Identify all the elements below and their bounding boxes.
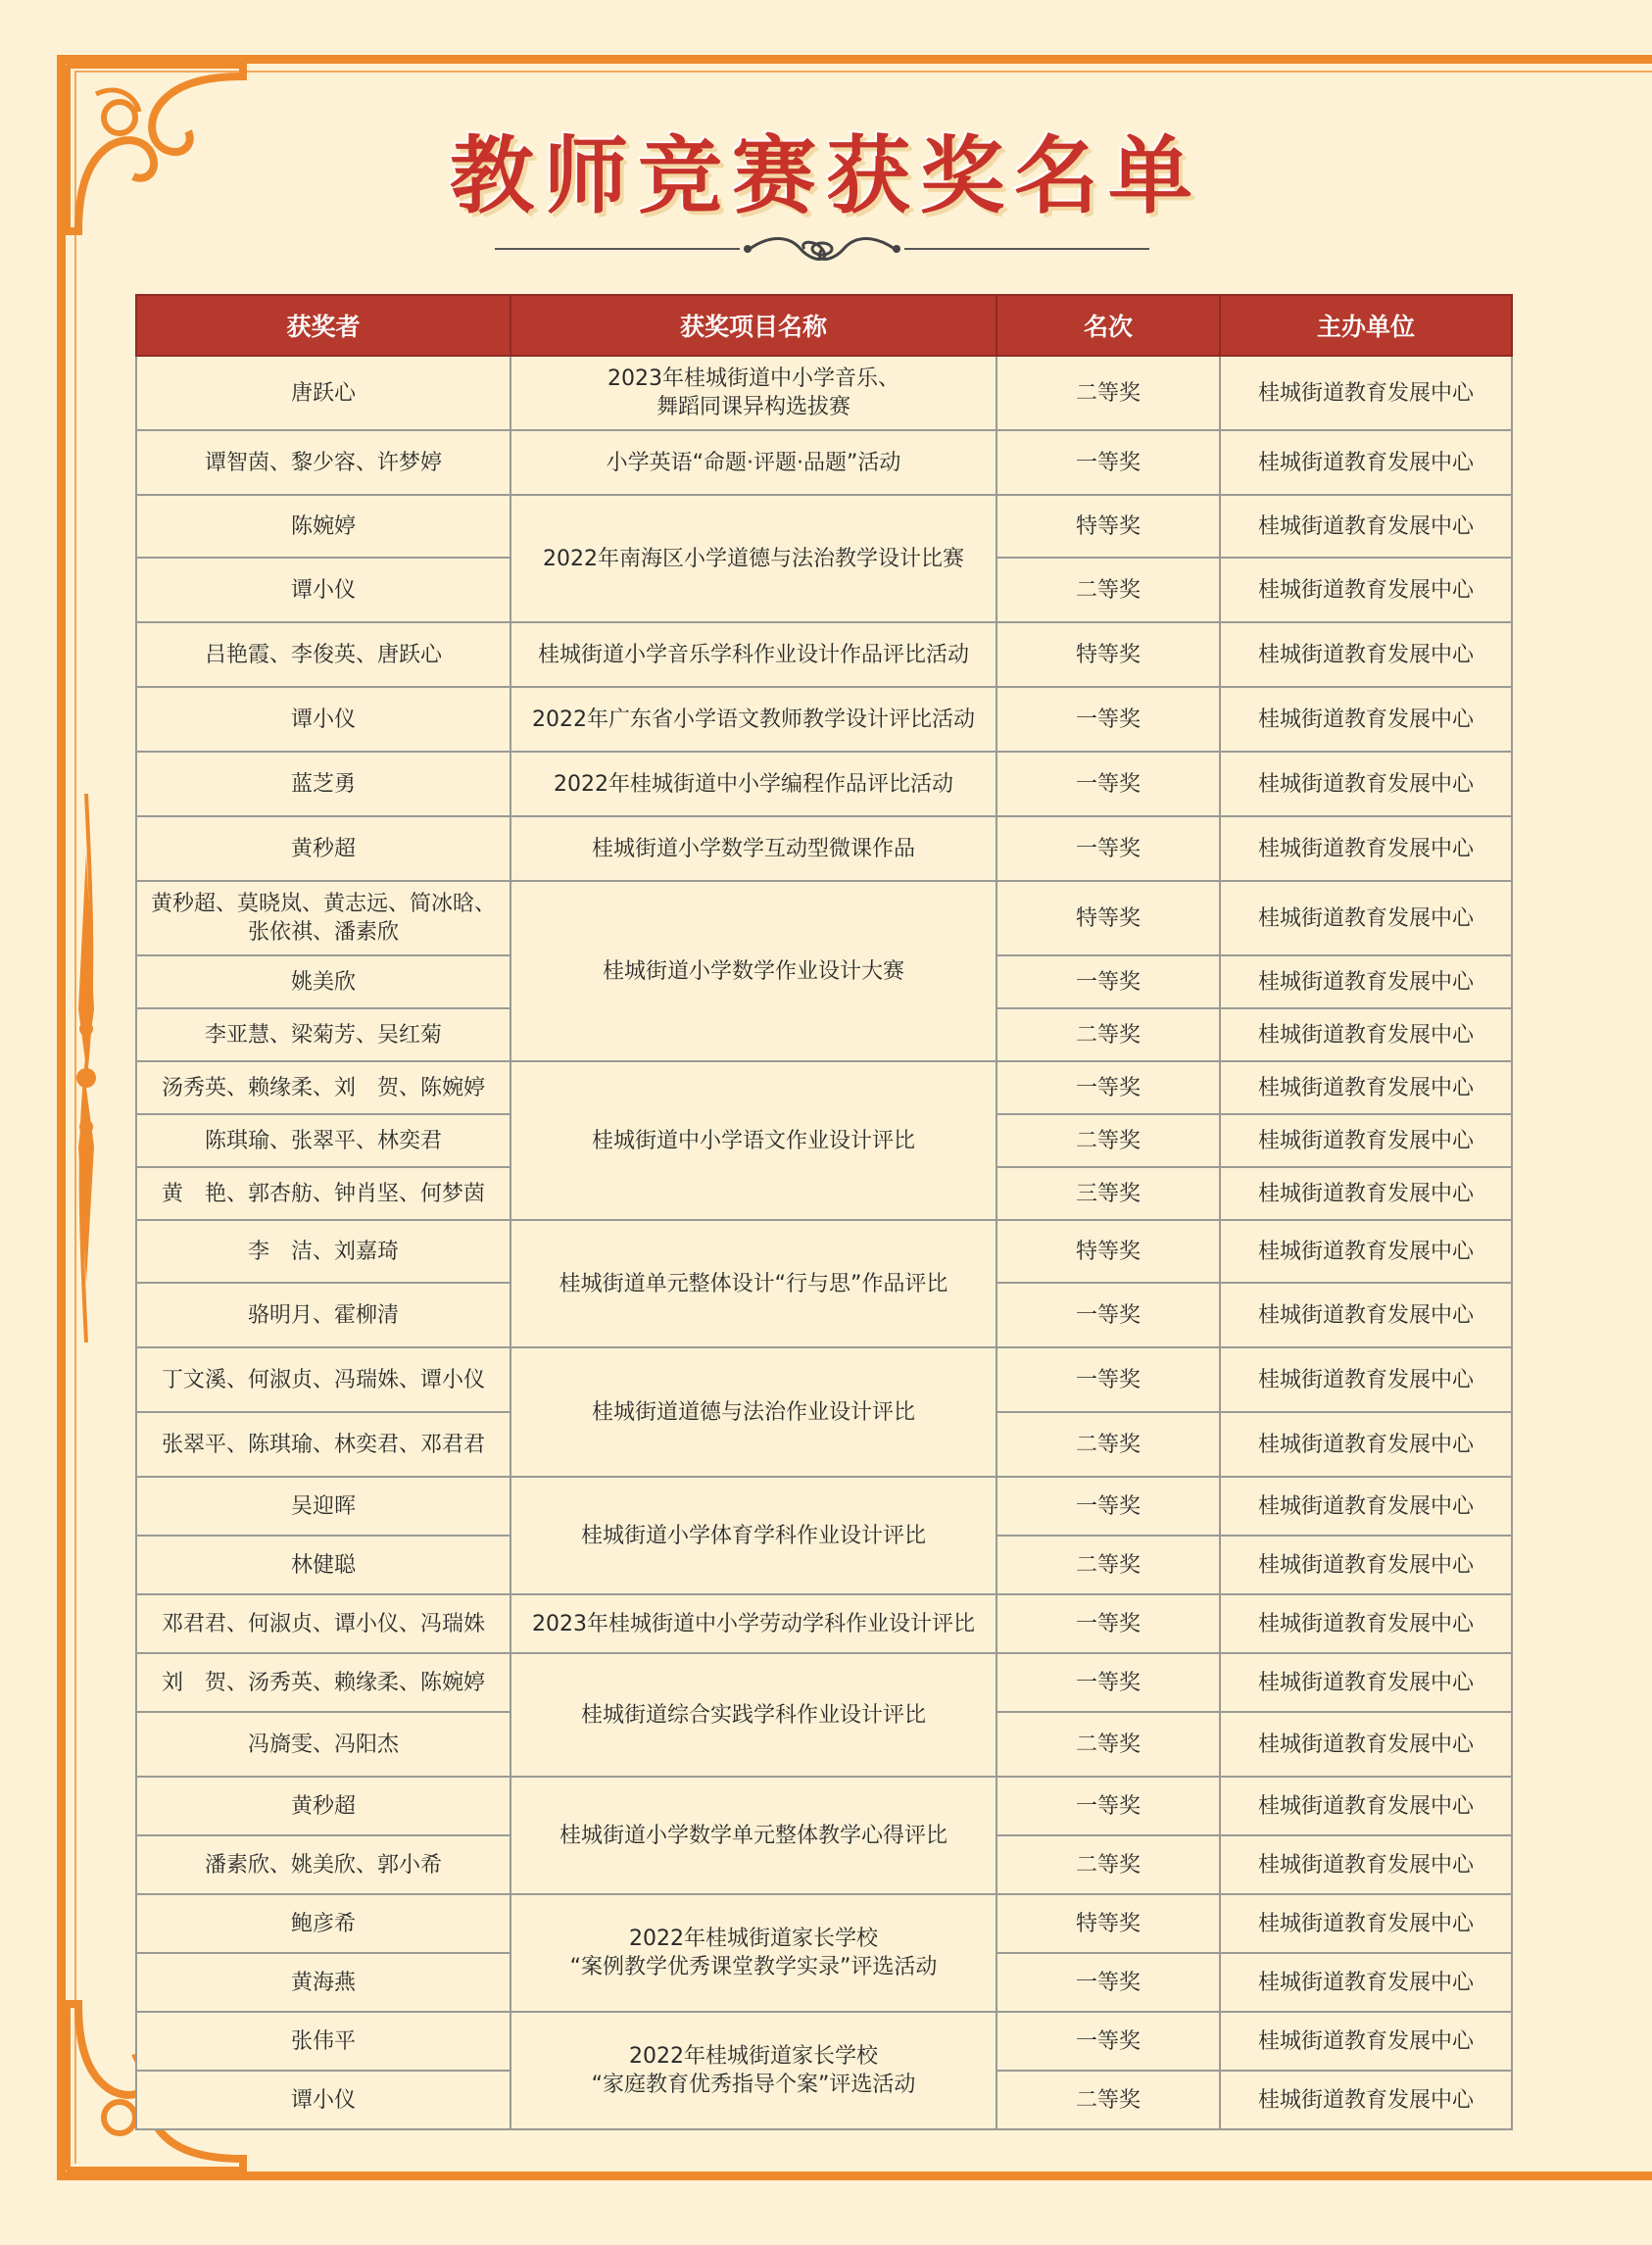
table-row	[136, 622, 1512, 687]
frame-left-border	[57, 55, 66, 2180]
side-ornament-left	[69, 794, 104, 1342]
awardee-cell: 蓝芝勇	[136, 752, 510, 816]
awardee-cell: 刘 贺、汤秀英、赖缘柔、陈婉婷	[136, 1653, 510, 1712]
rank-cell: 二等奖	[996, 1536, 1220, 1594]
project-cell: 2023年桂城街道中小学音乐、 舞蹈同课异构选拔赛	[510, 356, 996, 430]
table-row	[136, 1347, 1512, 1412]
awardee-cell: 谭智茵、黎少容、许梦婷	[136, 430, 510, 495]
awardee-cell: 丁文溪、何淑贞、冯瑞姝、谭小仪	[136, 1347, 510, 1412]
awardee-cell: 谭小仪	[136, 687, 510, 752]
awardee-cell: 李亚慧、梁菊芳、吴红菊	[136, 1008, 510, 1061]
rank-cell: 一等奖	[996, 1477, 1220, 1536]
awardee-cell: 黄海燕	[136, 1953, 510, 2012]
table-row	[136, 430, 1512, 495]
table-header-row	[136, 295, 1512, 356]
frame-top-border	[57, 55, 1652, 64]
organizer-cell: 桂城街道教育发展中心	[1220, 1777, 1512, 1835]
awardee-cell: 李 洁、刘嘉琦	[136, 1220, 510, 1283]
table-row	[136, 816, 1512, 881]
rank-cell: 二等奖	[996, 1412, 1220, 1477]
header-awardee: 获奖者	[136, 295, 510, 356]
table-row	[136, 1220, 1512, 1283]
rank-cell: 二等奖	[996, 2071, 1220, 2129]
awardee-cell: 姚美欣	[136, 955, 510, 1008]
awardee-cell: 谭小仪	[136, 2071, 510, 2129]
frame-bottom-border	[57, 2172, 1652, 2180]
awardee-cell: 骆明月、霍柳清	[136, 1283, 510, 1347]
project-cell: 2022年桂城街道家长学校 “家庭教育优秀指导个案”评选活动	[510, 2012, 996, 2129]
organizer-cell: 桂城街道教育发展中心	[1220, 1412, 1512, 1477]
awards-table	[135, 294, 1513, 2130]
organizer-cell: 桂城街道教育发展中心	[1220, 2012, 1512, 2071]
rank-cell: 三等奖	[996, 1167, 1220, 1220]
awards-table-body	[136, 356, 1512, 2129]
awardee-cell: 邓君君、何淑贞、谭小仪、冯瑞姝	[136, 1594, 510, 1653]
project-cell: 2022年桂城街道中小学编程作品评比活动	[510, 752, 996, 816]
rank-cell: 特等奖	[996, 1220, 1220, 1283]
rank-cell: 二等奖	[996, 1835, 1220, 1894]
awardee-cell: 陈琪瑜、张翠平、林奕君	[136, 1114, 510, 1167]
table-row	[136, 1477, 1512, 1536]
organizer-cell: 桂城街道教育发展中心	[1220, 430, 1512, 495]
table-row	[136, 687, 1512, 752]
organizer-cell: 桂城街道教育发展中心	[1220, 1894, 1512, 1953]
awardee-cell: 鲍彦希	[136, 1894, 510, 1953]
project-cell: 2023年桂城街道中小学劳动学科作业设计评比	[510, 1594, 996, 1653]
project-cell: 桂城街道综合实践学科作业设计评比	[510, 1653, 996, 1777]
rank-cell: 一等奖	[996, 2012, 1220, 2071]
table-row	[136, 1653, 1512, 1712]
rank-cell: 二等奖	[996, 356, 1220, 430]
project-cell: 桂城街道中小学语文作业设计评比	[510, 1061, 996, 1220]
awardee-cell: 唐跃心	[136, 356, 510, 430]
organizer-cell: 桂城街道教育发展中心	[1220, 1594, 1512, 1653]
project-cell: 2022年南海区小学道德与法治教学设计比赛	[510, 495, 996, 622]
project-cell: 2022年桂城街道家长学校 “案例教学优秀课堂教学实录”评选活动	[510, 1894, 996, 2012]
organizer-cell: 桂城街道教育发展中心	[1220, 1114, 1512, 1167]
rank-cell: 一等奖	[996, 430, 1220, 495]
project-cell: 桂城街道道德与法治作业设计评比	[510, 1347, 996, 1477]
table-row	[136, 881, 1512, 955]
header-organizer: 主办单位	[1220, 295, 1512, 356]
rank-cell: 一等奖	[996, 687, 1220, 752]
awardee-cell: 陈婉婷	[136, 495, 510, 558]
organizer-cell: 桂城街道教育发展中心	[1220, 1835, 1512, 1894]
organizer-cell: 桂城街道教育发展中心	[1220, 2071, 1512, 2129]
project-cell: 桂城街道小学数学互动型微课作品	[510, 816, 996, 881]
awardee-cell: 汤秀英、赖缘柔、刘 贺、陈婉婷	[136, 1061, 510, 1114]
rank-cell: 一等奖	[996, 1283, 1220, 1347]
awardee-cell: 吕艳霞、李俊英、唐跃心	[136, 622, 510, 687]
rank-cell: 特等奖	[996, 1894, 1220, 1953]
rank-cell: 一等奖	[996, 752, 1220, 816]
organizer-cell: 桂城街道教育发展中心	[1220, 881, 1512, 955]
table-row	[136, 1594, 1512, 1653]
rank-cell: 一等奖	[996, 1953, 1220, 2012]
awardee-cell: 张伟平	[136, 2012, 510, 2071]
awardee-cell: 黄秒超	[136, 816, 510, 881]
organizer-cell: 桂城街道教育发展中心	[1220, 1477, 1512, 1536]
awardee-cell: 张翠平、陈琪瑜、林奕君、邓君君	[136, 1412, 510, 1477]
table-row	[136, 752, 1512, 816]
organizer-cell: 桂城街道教育发展中心	[1220, 1347, 1512, 1412]
organizer-cell: 桂城街道教育发展中心	[1220, 558, 1512, 622]
rank-cell: 二等奖	[996, 1712, 1220, 1777]
rank-cell: 特等奖	[996, 622, 1220, 687]
rank-cell: 二等奖	[996, 1114, 1220, 1167]
organizer-cell: 桂城街道教育发展中心	[1220, 1653, 1512, 1712]
rank-cell: 特等奖	[996, 495, 1220, 558]
awardee-cell: 吴迎晖	[136, 1477, 510, 1536]
organizer-cell: 桂城街道教育发展中心	[1220, 1167, 1512, 1220]
organizer-cell: 桂城街道教育发展中心	[1220, 955, 1512, 1008]
rank-cell: 一等奖	[996, 955, 1220, 1008]
organizer-cell: 桂城街道教育发展中心	[1220, 1953, 1512, 2012]
rank-cell: 一等奖	[996, 1061, 1220, 1114]
rank-cell: 一等奖	[996, 1594, 1220, 1653]
awardee-cell: 冯旖雯、冯阳杰	[136, 1712, 510, 1777]
awardee-cell: 黄秒超、莫晓岚、黄志远、简冰晗、 张依祺、潘素欣	[136, 881, 510, 955]
rank-cell: 一等奖	[996, 1653, 1220, 1712]
rank-cell: 一等奖	[996, 1347, 1220, 1412]
organizer-cell: 桂城街道教育发展中心	[1220, 1283, 1512, 1347]
project-cell: 小学英语“命题·评题·品题”活动	[510, 430, 996, 495]
project-cell: 桂城街道单元整体设计“行与思”作品评比	[510, 1220, 996, 1347]
project-cell: 桂城街道小学体育学科作业设计评比	[510, 1477, 996, 1594]
table-row	[136, 1894, 1512, 1953]
organizer-cell: 桂城街道教育发展中心	[1220, 1220, 1512, 1283]
organizer-cell: 桂城街道教育发展中心	[1220, 1061, 1512, 1114]
frame-inner-top-line	[74, 71, 1652, 73]
awardee-cell: 潘素欣、姚美欣、郭小希	[136, 1835, 510, 1894]
organizer-cell: 桂城街道教育发展中心	[1220, 495, 1512, 558]
awardee-cell: 谭小仪	[136, 558, 510, 622]
organizer-cell: 桂城街道教育发展中心	[1220, 1536, 1512, 1594]
rank-cell: 特等奖	[996, 881, 1220, 955]
table-row	[136, 1777, 1512, 1835]
table-row	[136, 1061, 1512, 1114]
organizer-cell: 桂城街道教育发展中心	[1220, 687, 1512, 752]
project-cell: 桂城街道小学数学作业设计大赛	[510, 881, 996, 1061]
organizer-cell: 桂城街道教育发展中心	[1220, 752, 1512, 816]
table-row	[136, 2012, 1512, 2071]
rank-cell: 一等奖	[996, 1777, 1220, 1835]
title-divider-ornament	[495, 231, 1149, 267]
rank-cell: 二等奖	[996, 1008, 1220, 1061]
organizer-cell: 桂城街道教育发展中心	[1220, 1008, 1512, 1061]
awardee-cell: 林健聪	[136, 1536, 510, 1594]
organizer-cell: 桂城街道教育发展中心	[1220, 1712, 1512, 1777]
project-cell: 2022年广东省小学语文教师教学设计评比活动	[510, 687, 996, 752]
header-rank: 名次	[996, 295, 1220, 356]
organizer-cell: 桂城街道教育发展中心	[1220, 816, 1512, 881]
rank-cell: 一等奖	[996, 816, 1220, 881]
table-row	[136, 356, 1512, 430]
project-cell: 桂城街道小学音乐学科作业设计作品评比活动	[510, 622, 996, 687]
awardee-cell: 黄 艳、郭杏舫、钟肖坚、何梦茵	[136, 1167, 510, 1220]
awardee-cell: 黄秒超	[136, 1777, 510, 1835]
rank-cell: 二等奖	[996, 558, 1220, 622]
table-row	[136, 495, 1512, 558]
organizer-cell: 桂城街道教育发展中心	[1220, 356, 1512, 430]
page-title: 教师竞赛获奖名单	[450, 127, 1202, 225]
project-cell: 桂城街道小学数学单元整体教学心得评比	[510, 1777, 996, 1894]
organizer-cell: 桂城街道教育发展中心	[1220, 622, 1512, 687]
header-project: 获奖项目名称	[510, 295, 996, 356]
